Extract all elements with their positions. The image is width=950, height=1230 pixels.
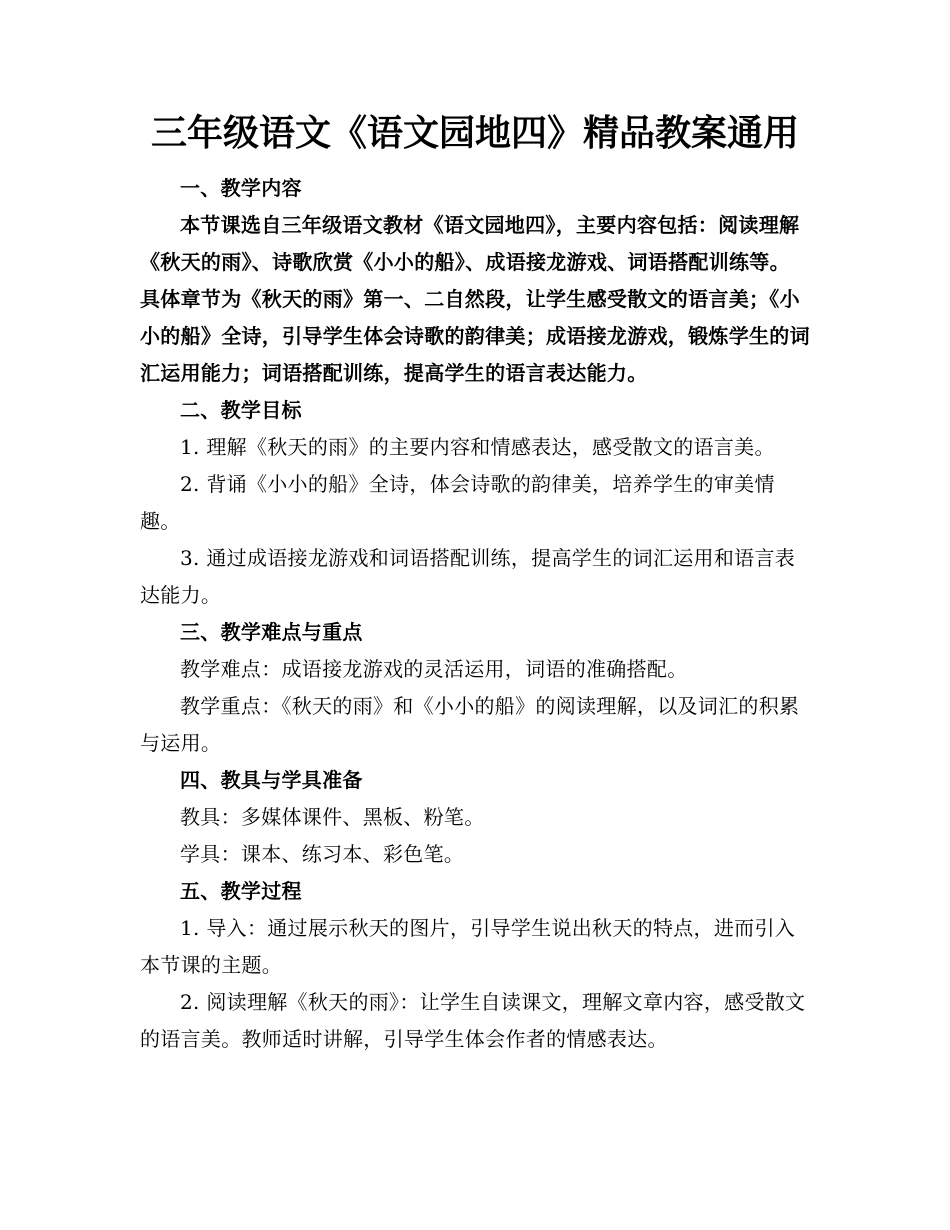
paragraph-content-description: 本节课选自三年级语文教材《语文园地四》，主要内容包括：阅读理解《秋天的雨》、诗歌欣赏《小小的船》、成语接龙游戏、词语搭配训练等。具体章节为《秋天的雨》第一、二自然段，让学生感受散文的语言美；《小小的船》全诗，引导学生体会诗歌的韵律美；成语接龙游戏，锻炼学生的词汇运用能力；词语搭配训练，提高学生的语言表达能力。 [140, 213, 810, 385]
paragraph-student-materials: 学具：课本、练习本、彩色笔。 [180, 842, 465, 866]
document-title: 三年级语文《语文园地四》精品教案通用 [150, 113, 799, 154]
goal-item-1: 1. 理解《秋天的雨》的主要内容和情感表达，感受散文的语言美。 [180, 435, 775, 459]
paragraph-difficulty: 教学难点：成语接龙游戏的灵活运用，词语的准确搭配。 [180, 657, 688, 681]
process-step-2: 2. 阅读理解《秋天的雨》：让学生自读课文，理解文章内容，感受散文的语言美。教师适时讲解，引导学生体会作者的情感表达。 [140, 990, 806, 1051]
heading-teaching-goals: 二、教学目标 [180, 398, 302, 422]
paragraph-focus: 教学重点：《秋天的雨》和《小小的船》的阅读理解，以及词汇的积累与运用。 [140, 694, 800, 755]
paragraph-teacher-materials: 教具：多媒体课件、黑板、粉笔。 [180, 805, 485, 829]
document-body [140, 170, 810, 1058]
goal-item-2: 2. 背诵《小小的船》全诗，体会诗歌的韵律美，培养学生的审美情趣。 [140, 472, 775, 533]
heading-teaching-content: 一、教学内容 [180, 176, 302, 200]
heading-materials: 四、教具与学具准备 [180, 768, 363, 792]
heading-teaching-process: 五、教学过程 [180, 879, 302, 903]
process-step-1: 1. 导入：通过展示秋天的图片，引导学生说出秋天的特点，进而引入本节课的主题。 [140, 916, 796, 977]
goal-item-3: 3. 通过成语接龙游戏和词语搭配训练，提高学生的词汇运用和语言表达能力。 [140, 546, 796, 607]
heading-difficulties-focus: 三、教学难点与重点 [180, 620, 363, 644]
